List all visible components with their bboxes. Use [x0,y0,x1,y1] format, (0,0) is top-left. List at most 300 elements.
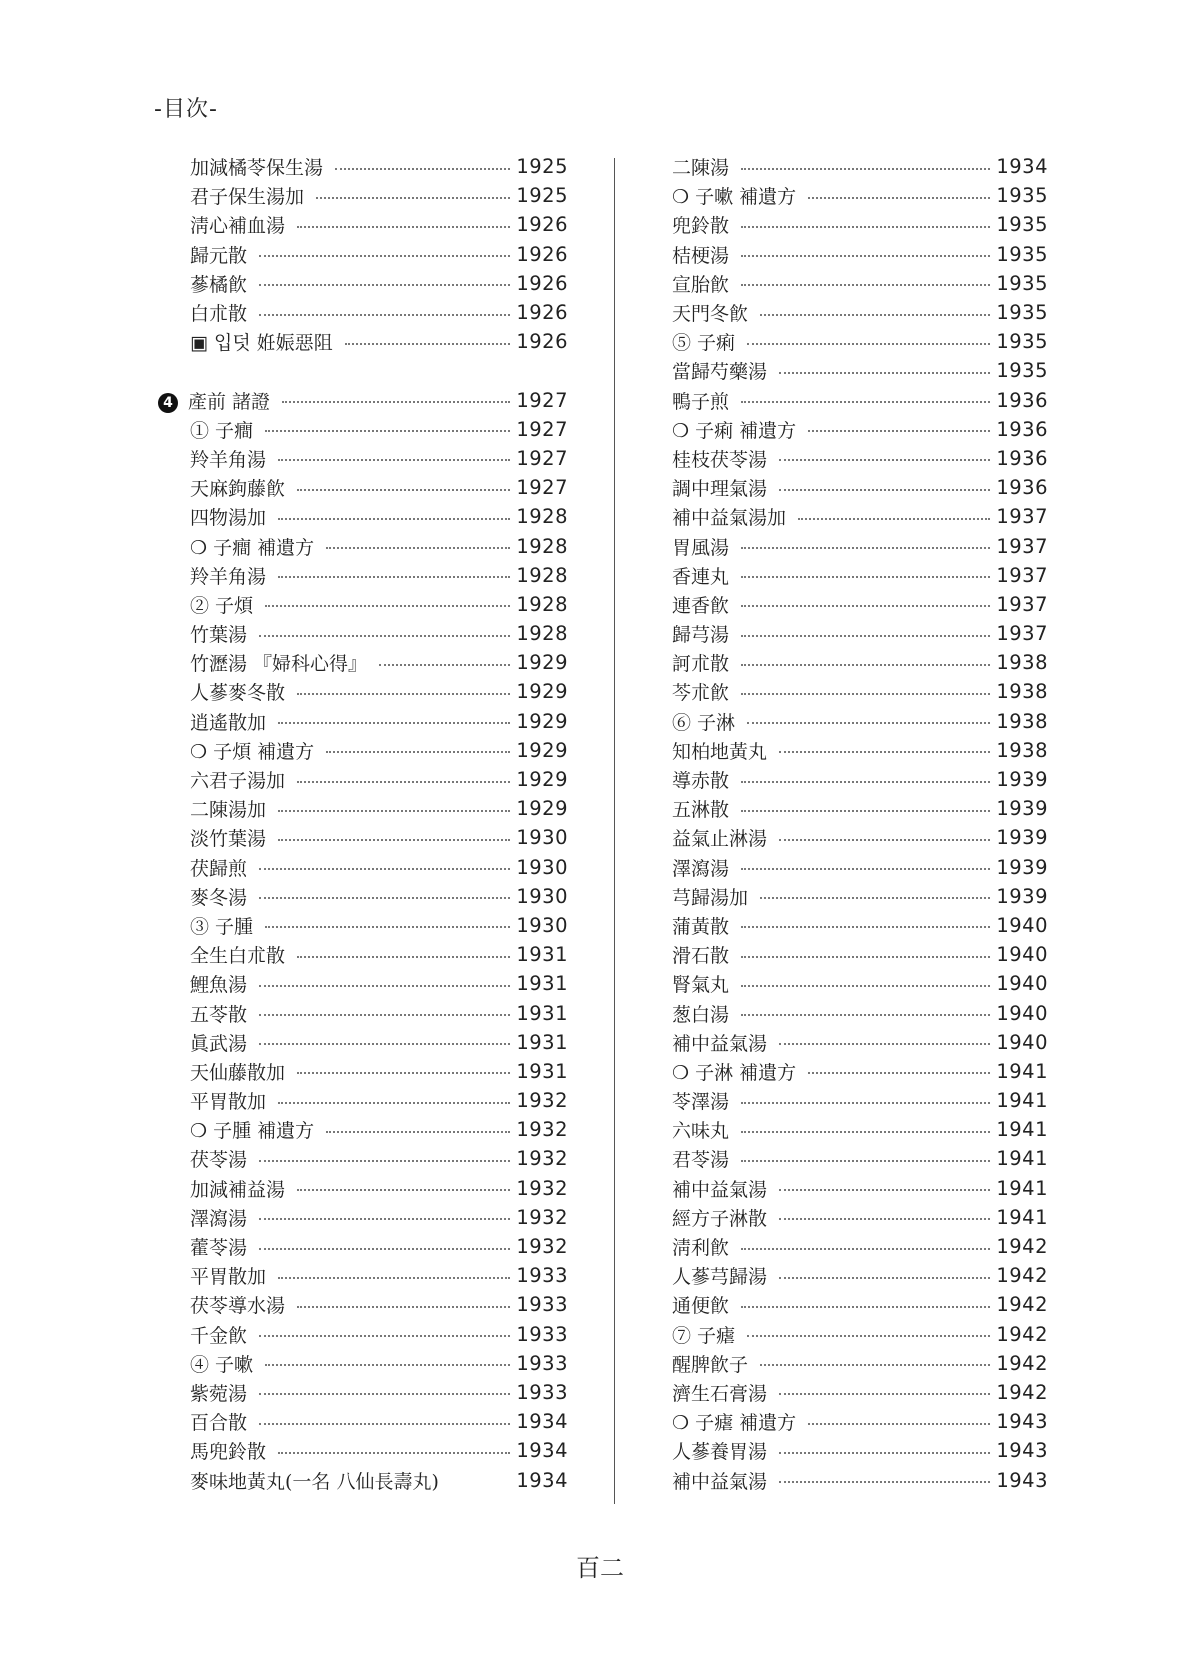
toc-entry-page: 1935 [996,271,1048,295]
toc-entry-title: 益氣止淋湯 [672,828,768,851]
dot-leader [741,664,990,666]
toc-entry [672,1174,1048,1203]
dot-leader [297,781,510,783]
dot-leader [259,897,510,899]
toc-entry [672,1232,1048,1261]
toc-entry-title: 加減補益湯 [190,1178,286,1201]
dot-leader [741,1014,990,1016]
dot-leader [741,1131,990,1133]
toc-entry [190,707,568,736]
dot-leader [282,401,510,403]
toc-entry [672,736,1048,765]
toc-entry [190,1261,568,1290]
dot-leader [345,343,511,345]
toc-entry-page: 1926 [516,242,568,266]
toc-entry-title: 天仙藤散加 [190,1061,286,1084]
toc-entry [190,911,568,940]
toc-entry-page: 1941 [996,1118,1048,1142]
dot-leader [297,956,510,958]
toc-entry-title: 歸芎湯 [672,624,730,647]
toc-entry-page: 1940 [996,972,1048,996]
toc-entry-page: 1943 [996,1439,1048,1463]
toc-entry-page: 1935 [996,359,1048,383]
toc-section-heading [163,386,568,415]
toc-entry-title: 醒脾飮子 [672,1353,749,1376]
toc-entry-title: 導赤散 [672,770,730,793]
toc-entry-page: 1935 [996,213,1048,237]
toc-entry-title: 濟生石膏湯 [672,1382,768,1405]
toc-entry-title: 人蔘養胃湯 [672,1441,768,1464]
toc-entry-page: 1931 [516,1059,568,1083]
toc-entry [190,210,568,239]
toc-entry-title: 淡竹葉湯 [190,828,267,851]
toc-entry-title: 澤瀉湯 [672,857,730,880]
dot-leader [297,1306,510,1308]
toc-entry-page: 1929 [516,738,568,762]
toc-entry [672,707,1048,736]
running-header: -目次- [154,97,218,122]
toc-entry [672,1057,1048,1086]
dot-leader [741,781,990,783]
toc-entry-title: 竹瀝湯 『婦科心得』 [190,653,368,676]
toc-entry-page: 1935 [996,301,1048,325]
dot-leader [278,810,510,812]
dot-leader [259,985,510,987]
dot-leader [741,1248,990,1250]
toc-entry [672,1086,1048,1115]
dot-leader [297,226,510,228]
toc-entry-title: 苓澤湯 [672,1091,730,1114]
toc-entry-page: 1928 [516,622,568,646]
toc-entry-page: 1934 [516,1439,568,1463]
toc-entry-page: 1932 [516,1147,568,1171]
toc-entry-title: 羚羊角湯 [190,565,267,588]
toc-entry-page: 1940 [996,1001,1048,1025]
toc-entry-page: 1940 [996,943,1048,967]
toc-entry-title: 知柏地黃丸 [672,740,768,763]
toc-entry-title: 腎氣丸 [672,974,730,997]
toc-entry [190,648,568,677]
toc-entry [672,473,1048,502]
toc-entry-title: 通便飮 [672,1295,730,1318]
toc-entry [190,1203,568,1232]
toc-entry [190,1232,568,1261]
toc-entry-page: 1939 [996,884,1048,908]
toc-entry [190,998,568,1027]
toc-entry-page: 1931 [516,1001,568,1025]
dot-leader [779,1189,990,1191]
toc-entry-page: 1938 [996,709,1048,733]
toc-entry [672,1028,1048,1057]
toc-entry-page: 1932 [516,1089,568,1113]
dot-leader [779,1218,990,1220]
toc-entry [190,152,568,181]
dot-leader [808,1072,990,1074]
toc-entry-page: 1933 [516,1322,568,1346]
dot-leader [259,314,510,316]
toc-entry-page: 1932 [516,1176,568,1200]
toc-entry-page: 1931 [516,972,568,996]
toc-entry-title: 蔘橘飮 [190,273,248,296]
toc-column-right [672,152,1048,1495]
toc-entry-title: 麥冬湯 [190,886,248,909]
toc-entry [672,415,1048,444]
toc-entry-page: 1926 [516,271,568,295]
toc-column-left [163,152,568,1495]
toc-entry [672,911,1048,940]
dot-leader [798,518,990,520]
toc-entry-page: 1939 [996,797,1048,821]
toc-entry-page: 1926 [516,213,568,237]
toc-entry-title: ④ 子嗽 [190,1353,254,1376]
toc-entry-page: 1927 [516,388,568,412]
toc-entry-page: 1941 [996,1059,1048,1083]
toc-entry-page: 1933 [516,1380,568,1404]
dot-leader [259,1160,510,1162]
toc-entry-page: 1930 [516,913,568,937]
toc-entry-page: 1931 [516,943,568,967]
dot-leader [741,1160,990,1162]
dot-leader [760,314,990,316]
dot-leader [265,926,510,928]
toc-entry-title: ② 子煩 [190,594,254,617]
toc-entry-page: 1942 [996,1235,1048,1259]
toc-entry-title: 加減橘苓保生湯 [190,157,324,180]
toc-entry-title: 四物湯加 [190,507,267,530]
toc-entry-title: 補中益氣湯 [672,1032,768,1055]
dot-leader [259,1014,510,1016]
toc-entry-title: 蒲黃散 [672,915,730,938]
dot-leader [335,168,510,170]
toc-entry [190,181,568,210]
toc-entry-title: ③ 子腫 [190,915,254,938]
toc-entry-page: 1935 [996,242,1048,266]
toc-entry [190,269,568,298]
toc-entry [190,561,568,590]
toc-entry-page: 1942 [996,1380,1048,1404]
toc-entry [672,1407,1048,1436]
toc-entry-title: 鯉魚湯 [190,974,248,997]
toc-entry [672,590,1048,619]
toc-entry-page: 1942 [996,1293,1048,1317]
toc-entry [190,240,568,269]
toc-entry [672,1261,1048,1290]
toc-entry [672,853,1048,882]
toc-entry-page: 1935 [996,184,1048,208]
toc-entry-page: 1937 [996,563,1048,587]
dot-leader [259,635,510,637]
toc-entry-title: 平胃散加 [190,1266,267,1289]
toc-entry [672,1465,1048,1494]
toc-entry-page: 1934 [516,1468,568,1492]
dot-leader [326,547,510,549]
toc-entry [672,444,1048,473]
toc-entry-page: 1933 [516,1351,568,1375]
toc-entry-page: 1934 [516,1410,568,1434]
dot-leader [747,343,990,345]
dot-leader [779,1277,990,1279]
toc-entry-page: 1929 [516,651,568,675]
toc-entry-title: 白朮散 [190,303,248,326]
toc-entry-page: 1926 [516,330,568,354]
toc-entry-page: 1942 [996,1351,1048,1375]
toc-entry-page: 1940 [996,913,1048,937]
dot-leader [808,197,990,199]
toc-entry-title: ❍ 子淋 補遺方 [672,1061,797,1084]
toc-entry-page: 1936 [996,476,1048,500]
toc-entry [190,882,568,911]
toc-entry-page: 1939 [996,855,1048,879]
toc-entry-page: 1938 [996,680,1048,704]
toc-entry [190,940,568,969]
toc-entry-title: 香連丸 [672,565,730,588]
dot-leader [265,605,510,607]
toc-entry-page: 1925 [516,155,568,179]
toc-entry-title: 澤瀉湯 [190,1207,248,1230]
toc-entry [672,269,1048,298]
toc-entry [190,853,568,882]
toc-entry-title: 紫菀湯 [190,1382,248,1405]
toc-entry-title: 百合散 [190,1412,248,1435]
toc-entry [190,298,568,327]
toc-entry-title: ❍ 子痢 補遺方 [672,419,797,442]
dot-leader [741,168,990,170]
dot-leader [760,897,990,899]
toc-entry [190,1349,568,1378]
toc-entry [672,240,1048,269]
toc-entry-title: 桔梗湯 [672,244,730,267]
dot-leader [278,1452,510,1454]
toc-entry [672,356,1048,385]
toc-entry-page: 1941 [996,1205,1048,1229]
toc-entry-title: 淸利飮 [672,1237,730,1260]
toc-entry-title: 二陳湯 [672,157,730,180]
toc-entry [190,1407,568,1436]
dot-leader [741,255,990,257]
toc-entry [672,619,1048,648]
toc-entry-title: ⑤ 子痢 [672,332,736,355]
dot-leader [278,722,510,724]
toc-entry [190,1378,568,1407]
dot-leader [741,1306,990,1308]
toc-entry-title: 當歸芍藥湯 [672,361,768,384]
toc-entry-page: 1941 [996,1176,1048,1200]
toc-entry-page: 1934 [996,155,1048,179]
toc-entry [672,386,1048,415]
toc-entry-title: 調中理氣湯 [672,478,768,501]
toc-entry-title: ⑦ 子瘧 [672,1324,736,1347]
dot-leader [747,1335,990,1337]
toc-entry-page: 1941 [996,1147,1048,1171]
dot-leader [808,430,990,432]
toc-entry-title: 人蔘麥冬散 [190,682,286,705]
toc-entry [672,940,1048,969]
toc-entry [190,794,568,823]
dot-leader [259,1423,510,1425]
toc-entry-title: 歸元散 [190,244,248,267]
dot-leader [326,1131,510,1133]
toc-entry-title: 葱白湯 [672,1003,730,1026]
toc-entry-title: 連香飮 [672,594,730,617]
toc-entry-page: 1938 [996,651,1048,675]
toc-entry-title: 芎歸湯加 [672,886,749,909]
toc-entry-page: 1941 [996,1089,1048,1113]
toc-entry-page: 1943 [996,1410,1048,1434]
toc-entry-title: 芩朮飮 [672,682,730,705]
toc-entry-page: 1935 [996,330,1048,354]
toc-entry-page: 1929 [516,768,568,792]
dot-leader [741,956,990,958]
toc-entry-page: 1929 [516,709,568,733]
toc-entry-title: 兜鈴散 [672,215,730,238]
dot-leader [259,284,510,286]
toc-entry-title: 二陳湯加 [190,799,267,822]
toc-entry-page: 1942 [996,1264,1048,1288]
dot-leader [779,1452,990,1454]
toc-entry [190,1057,568,1086]
toc-entry [672,210,1048,239]
toc-entry-title: ❍ 子瘧 補遺方 [672,1412,797,1435]
dot-leader [779,1481,990,1483]
dot-leader [297,1072,510,1074]
toc-entry-page: 1926 [516,301,568,325]
toc-entry [672,969,1048,998]
toc-entry [190,531,568,560]
toc-entry-page: 1943 [996,1468,1048,1492]
toc-entry-page: 1927 [516,476,568,500]
dot-leader [741,635,990,637]
toc-entry-title: 全生白朮散 [190,945,286,968]
dot-leader [741,547,990,549]
toc-entry [672,765,1048,794]
toc-entry-page: 1932 [516,1118,568,1142]
toc-entry-title: ❍ 子煩 補遺方 [190,740,315,763]
page-number: 百二 [576,1554,624,1582]
toc-entry-title: 胃風湯 [672,536,730,559]
toc-entry-page: 1927 [516,417,568,441]
toc-entry [672,502,1048,531]
toc-entry-title: 羚羊角湯 [190,448,267,471]
toc-entry-page: 1928 [516,505,568,529]
toc-entry [190,765,568,794]
dot-leader [760,1364,990,1366]
toc-entry-title: 君苓湯 [672,1149,730,1172]
dot-leader [741,605,990,607]
toc-entry-page: 1936 [996,446,1048,470]
dot-leader [259,1043,510,1045]
toc-entry-page: 1928 [516,534,568,558]
toc-entry-page: 1939 [996,826,1048,850]
dot-leader [779,839,990,841]
dot-leader [278,1102,510,1104]
toc-entry [672,1436,1048,1465]
toc-entry-title: 補中益氣湯 [672,1470,768,1493]
toc-entry-title: 天麻鉤藤飮 [190,478,286,501]
toc-entry-title: 馬兜鈴散 [190,1441,267,1464]
dot-leader [741,926,990,928]
dot-leader [316,197,510,199]
toc-entry-title: ❍ 子腫 補遺方 [190,1120,315,1143]
toc-entry-page: 1940 [996,1030,1048,1054]
toc-entry [672,531,1048,560]
toc-entry-title: 五淋散 [672,799,730,822]
column-divider [614,158,615,1504]
toc-entry [672,1349,1048,1378]
toc-entry [190,327,568,356]
dot-leader [297,1189,510,1191]
toc-entry [672,882,1048,911]
dot-leader [278,839,510,841]
toc-entry-title: 千金飮 [190,1324,248,1347]
dot-leader [326,751,510,753]
toc-entry-title: 桂枝茯苓湯 [672,448,768,471]
toc-entry-page: 1938 [996,738,1048,762]
toc-entry [672,998,1048,1027]
toc-entry-title: 補中益氣湯加 [672,507,787,530]
toc-entry [672,1203,1048,1232]
toc-entry-title: 六味丸 [672,1120,730,1143]
toc-entry-title: 平胃散加 [190,1091,267,1114]
toc-entry-page: 1929 [516,680,568,704]
dot-leader [808,1423,990,1425]
toc-spacer [190,356,568,385]
dot-leader [741,1102,990,1104]
toc-entry [672,152,1048,181]
dot-leader [278,518,510,520]
dot-leader [259,255,510,257]
dot-leader [741,226,990,228]
toc-entry-title: 滑石散 [672,945,730,968]
toc-entry [672,298,1048,327]
toc-entry-page: 1928 [516,592,568,616]
dot-leader [779,459,990,461]
toc-entry-page: 1933 [516,1264,568,1288]
toc-entry-title: ❍ 子癎 補遺方 [190,536,315,559]
toc-entry [672,794,1048,823]
dot-leader [278,459,510,461]
toc-entry [190,1174,568,1203]
toc-entry [190,1144,568,1173]
toc-entry-page: 1939 [996,768,1048,792]
dot-leader [741,868,990,870]
toc-entry [672,1320,1048,1349]
toc-entry-title: 淸心補血湯 [190,215,286,238]
toc-entry [190,1028,568,1057]
toc-entry-page: 1932 [516,1235,568,1259]
dot-leader [779,751,990,753]
toc-entry [672,327,1048,356]
toc-entry [190,1436,568,1465]
toc-entry [190,619,568,648]
toc-entry-title: ❍ 子嗽 補遺方 [672,186,797,209]
toc-entry-title: ① 子癎 [190,419,254,442]
toc-entry [672,181,1048,210]
toc-entry-title: 竹葉湯 [190,624,248,647]
dot-leader [741,985,990,987]
toc-entry-page: 1937 [996,505,1048,529]
toc-entry-page: 1931 [516,1030,568,1054]
dot-leader [265,1364,510,1366]
dot-leader [779,372,990,374]
toc-entry [672,823,1048,852]
toc-entry-page: 1932 [516,1205,568,1229]
toc-entry-title: 五苓散 [190,1003,248,1026]
dot-leader [741,401,990,403]
dot-leader [265,430,510,432]
toc-entry [190,736,568,765]
toc-entry-title: 麥味地黃丸(一名 八仙長壽丸) [190,1470,439,1493]
toc-entry [190,1086,568,1115]
